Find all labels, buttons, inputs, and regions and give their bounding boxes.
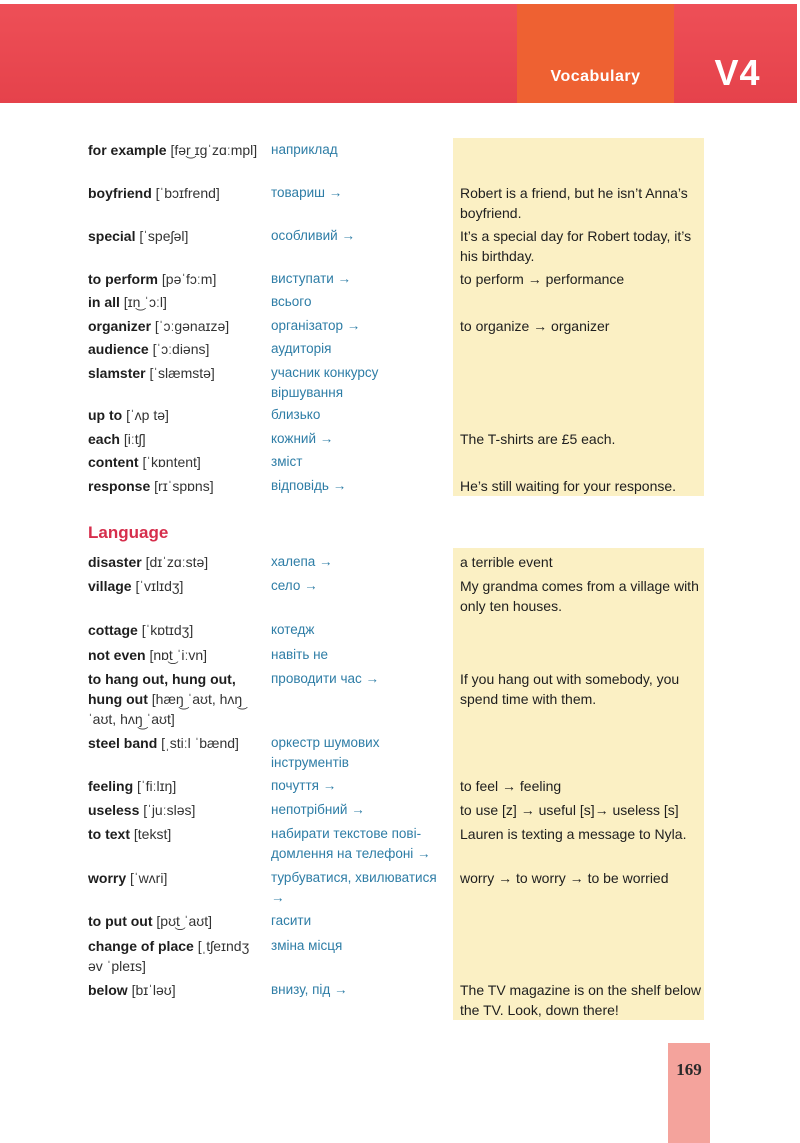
word: change of place bbox=[88, 938, 194, 954]
word: cottage bbox=[88, 622, 138, 638]
word: organizer bbox=[88, 318, 152, 334]
term bbox=[88, 452, 260, 472]
ipa: [fər͜ ɪɡˈzɑːmpl] bbox=[170, 142, 258, 158]
term bbox=[88, 140, 260, 160]
ipa: [ɪn͜ ˈɔːl] bbox=[123, 294, 167, 310]
translation: внизу, під → bbox=[271, 982, 348, 997]
word: not even bbox=[88, 647, 146, 663]
translation: навіть не bbox=[271, 647, 329, 662]
translation: оркестр шумових інструментів bbox=[271, 735, 380, 770]
example: The T-shirts are £5 each. bbox=[460, 431, 616, 447]
translation: проводити час → bbox=[271, 671, 379, 686]
translation: набирати текстове пові-домлення на телефоні → bbox=[271, 826, 431, 861]
example: to perform → performance bbox=[460, 271, 625, 287]
page-number: 169 bbox=[676, 1060, 702, 1079]
translation: село → bbox=[271, 578, 318, 593]
word: to perform bbox=[88, 271, 158, 287]
term bbox=[88, 733, 260, 753]
ipa: [pəˈfɔːm] bbox=[161, 271, 217, 287]
ipa: [ˌstiːl ˈbænd] bbox=[161, 735, 239, 751]
word: in all bbox=[88, 294, 120, 310]
word: response bbox=[88, 478, 151, 494]
term bbox=[88, 552, 260, 572]
word: to hang out, hung out, hung out bbox=[88, 671, 236, 707]
page-number-tab bbox=[668, 1043, 710, 1143]
translation: виступати → bbox=[271, 271, 352, 286]
translation: організатор → bbox=[271, 318, 361, 333]
section-tab bbox=[517, 4, 674, 103]
example: He’s still waiting for your response. bbox=[460, 478, 677, 494]
ipa: [ˌtʃeɪndʒ əv ˈpleɪs] bbox=[88, 938, 250, 974]
translation: близько bbox=[271, 407, 321, 422]
translation: почуття → bbox=[271, 778, 337, 793]
term bbox=[88, 936, 260, 976]
word: disaster bbox=[88, 554, 142, 570]
ipa: [ˈʌp tə] bbox=[126, 407, 169, 423]
ipa: [ˈslæmstə] bbox=[149, 365, 215, 381]
word: special bbox=[88, 228, 136, 244]
term bbox=[88, 226, 260, 246]
term bbox=[88, 669, 260, 729]
example: The TV magazine is on the shelf below the TV. Look, down there! bbox=[460, 982, 701, 1018]
section-label: Vocabulary bbox=[550, 68, 641, 85]
ipa: [ˈkɒtɪdʒ] bbox=[141, 622, 194, 638]
translation: зміна місця bbox=[271, 938, 343, 953]
ipa: [tekst] bbox=[133, 826, 172, 842]
term bbox=[88, 980, 260, 1000]
ipa: [bɪˈləʊ] bbox=[131, 982, 176, 998]
example: My grandma comes from a village with only ten houses. bbox=[460, 578, 699, 614]
word: village bbox=[88, 578, 132, 594]
word: slamster bbox=[88, 365, 146, 381]
term bbox=[88, 339, 260, 359]
ipa: [ˈspeʃəl] bbox=[139, 228, 189, 244]
term bbox=[88, 576, 260, 596]
language-heading: Language bbox=[88, 523, 169, 542]
word: audience bbox=[88, 341, 149, 357]
word: steel band bbox=[88, 735, 158, 751]
word: useless bbox=[88, 802, 140, 818]
term bbox=[88, 868, 260, 888]
term bbox=[88, 363, 260, 383]
ipa: [ˈvɪlɪdʒ] bbox=[135, 578, 184, 594]
word: up to bbox=[88, 407, 123, 423]
ipa: [ˈkɒntent] bbox=[142, 454, 201, 470]
term bbox=[88, 911, 260, 931]
ipa: [ˈɔːɡənaɪzə] bbox=[154, 318, 230, 334]
word: boyfriend bbox=[88, 185, 152, 201]
term bbox=[88, 800, 260, 820]
word: for example bbox=[88, 142, 167, 158]
ipa: [ˈjuːsləs] bbox=[143, 802, 196, 818]
translation: зміст bbox=[271, 454, 303, 469]
term bbox=[88, 776, 260, 796]
ipa: [rɪˈspɒns] bbox=[154, 478, 214, 494]
term bbox=[88, 645, 260, 665]
ipa: [ˈɔːdiəns] bbox=[152, 341, 210, 357]
term bbox=[88, 405, 260, 425]
translation: гасити bbox=[271, 913, 312, 928]
translation: товариш → bbox=[271, 185, 343, 200]
translation: котедж bbox=[271, 622, 315, 637]
translation: кожний → bbox=[271, 431, 334, 446]
example: a terrible event bbox=[460, 554, 553, 570]
term bbox=[88, 620, 260, 640]
example: to organize → organizer bbox=[460, 318, 610, 334]
word: below bbox=[88, 982, 128, 998]
translation: особливий → bbox=[271, 228, 355, 243]
example: worry → to worry → to be worried bbox=[460, 870, 669, 886]
translation: турбуватися, хвилюватися → bbox=[271, 870, 437, 905]
ipa: [pʊt͜ ˈaʊt] bbox=[156, 913, 213, 929]
example: to use [z] → useful [s]→ useless [s] bbox=[460, 802, 679, 818]
ipa: [ˈfiːlɪŋ] bbox=[137, 778, 177, 794]
word: content bbox=[88, 454, 139, 470]
ipa: [ˈbɔɪfrend] bbox=[155, 185, 220, 201]
ipa: [hæŋ͜ ˈaʊt, hʌŋ͜ ˈaʊt, hʌŋ͜ ˈaʊt] bbox=[88, 691, 243, 727]
term bbox=[88, 429, 260, 449]
word: each bbox=[88, 431, 120, 447]
translation: аудиторія bbox=[271, 341, 332, 356]
word: to text bbox=[88, 826, 130, 842]
term bbox=[88, 824, 260, 844]
term bbox=[88, 292, 260, 312]
ipa: [dɪˈzɑːstə] bbox=[145, 554, 209, 570]
translation: учасник конкурсу віршування bbox=[271, 365, 379, 400]
word: feeling bbox=[88, 778, 134, 794]
ipa: [iːtʃ] bbox=[123, 431, 146, 447]
word: worry bbox=[88, 870, 127, 886]
ipa: [nɒt͜ ˈiːvn] bbox=[149, 647, 208, 663]
unit-code: V4 bbox=[714, 52, 761, 93]
ipa: [ˈwʌri] bbox=[130, 870, 168, 886]
example: Lauren is texting a message to Nyla. bbox=[460, 826, 687, 842]
example: If you hang out with somebody, you spend time with them. bbox=[460, 671, 680, 707]
term bbox=[88, 183, 260, 203]
translation: наприклад bbox=[271, 142, 338, 157]
example: It’s a special day for Robert today, it’s his birthday. bbox=[460, 228, 692, 264]
term bbox=[88, 269, 260, 289]
example: to feel → feeling bbox=[460, 778, 562, 794]
term bbox=[88, 476, 260, 496]
translation: халепа → bbox=[271, 554, 333, 569]
translation: всього bbox=[271, 294, 312, 309]
translation: непотрібний → bbox=[271, 802, 365, 817]
translation: відповідь → bbox=[271, 478, 347, 493]
example: Robert is a friend, but he isn’t Anna’s boyfriend. bbox=[460, 185, 688, 221]
term bbox=[88, 316, 260, 336]
word: to put out bbox=[88, 913, 153, 929]
